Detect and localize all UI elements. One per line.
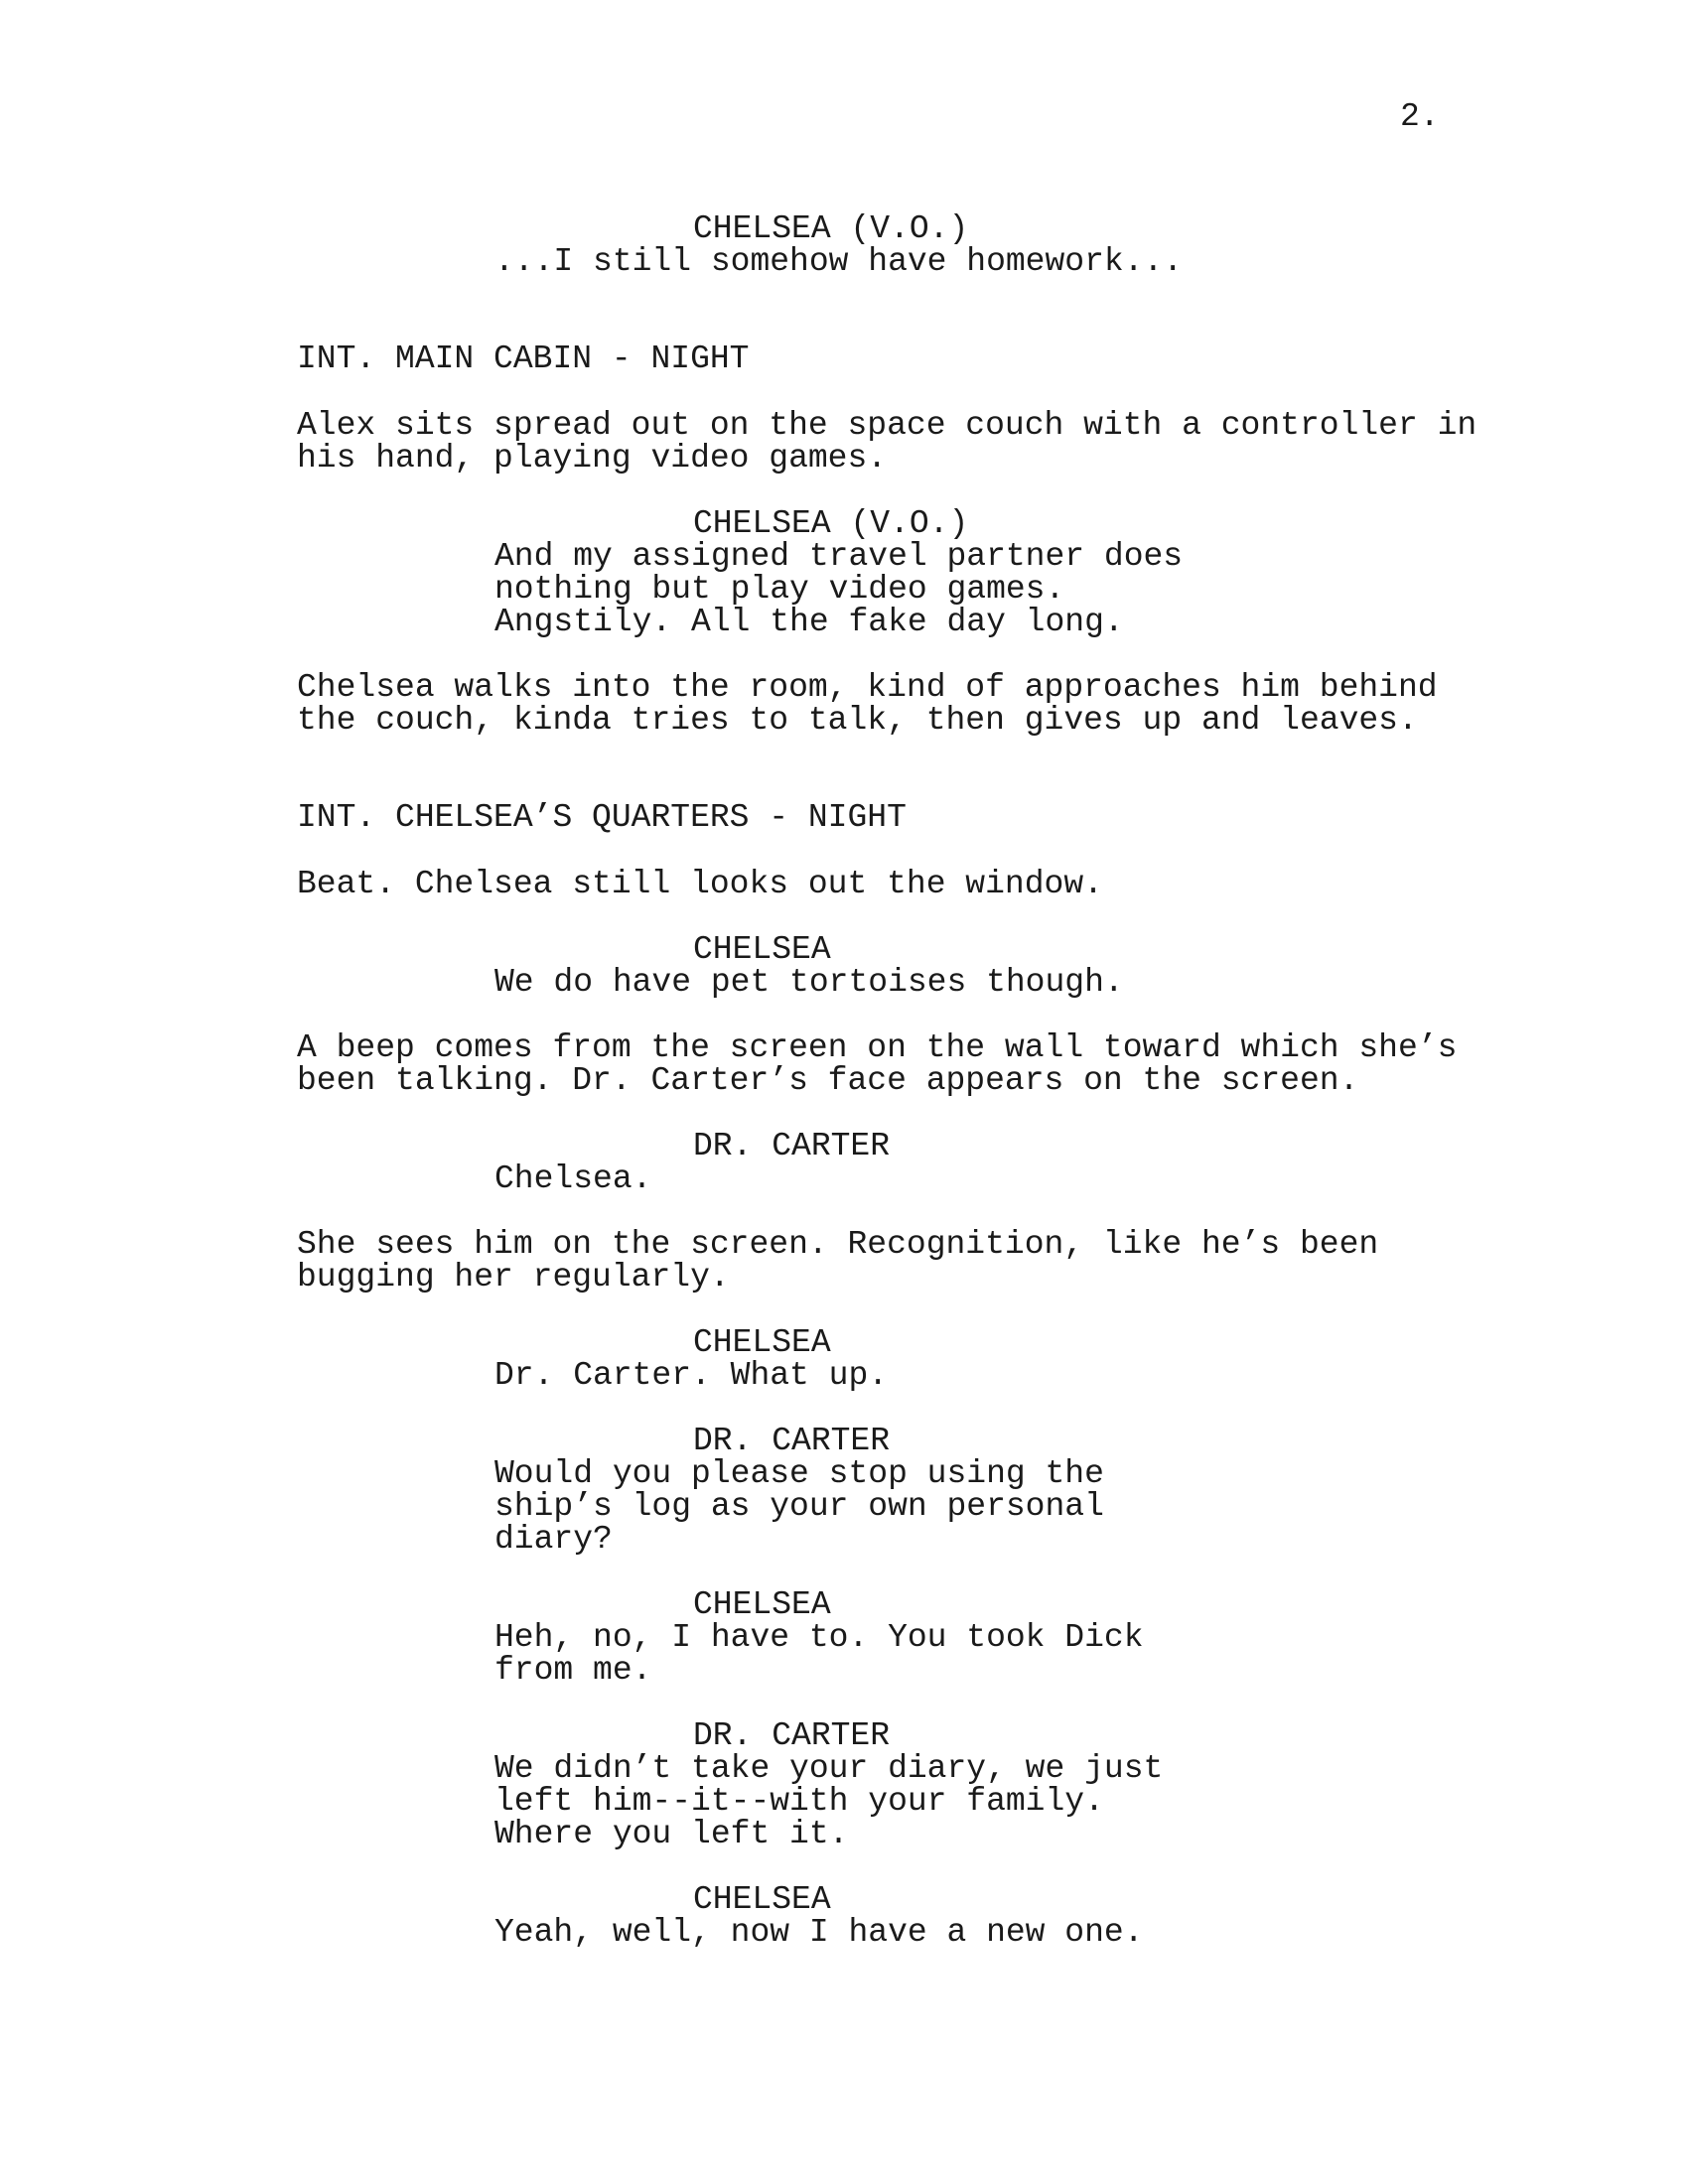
action-line: She sees him on the screen. Recognition, like he’s been [297,1226,1379,1263]
action-line: been talking. Dr. Carter’s face appears on the screen. [297,1062,1359,1099]
dialogue-line: nothing but play video games. [494,571,1065,608]
scene-heading: INT. MAIN CABIN - NIGHT [297,341,750,377]
dialogue-line: Yeah, well, now I have a new one. [494,1914,1144,1951]
dialogue-line: ship’s log as your own personal [494,1488,1104,1525]
dialogue-line: from me. [494,1652,652,1689]
action-line: bugging her regularly. [297,1259,730,1296]
action-line: Beat. Chelsea still looks out the window. [297,866,1103,902]
character-cue: CHELSEA (V.O.) [693,505,969,542]
dialogue-line: ...I still somehow have homework... [494,243,1184,280]
character-cue: DR. CARTER [693,1423,891,1459]
dialogue-line: Dr. Carter. What up. [494,1357,889,1394]
scene-heading: INT. CHELSEA’S QUARTERS - NIGHT [297,799,907,836]
dialogue-line: We do have pet tortoises though. [494,964,1124,1001]
dialogue-line: Where you left it. [494,1816,849,1852]
character-cue: CHELSEA [693,931,831,968]
character-cue: CHELSEA [693,1881,831,1918]
dialogue-line: And my assigned travel partner does [494,538,1184,575]
action-line: Alex sits spread out on the space couch with a controller in [297,407,1477,444]
dialogue-line: Heh, no, I have to. You took Dick [494,1619,1144,1656]
character-cue: DR. CARTER [693,1717,891,1754]
character-cue: CHELSEA [693,1586,831,1623]
action-line: A beep comes from the screen on the wall toward which she’s [297,1029,1458,1066]
dialogue-line: Chelsea. [494,1160,652,1197]
character-cue: DR. CARTER [693,1128,891,1164]
dialogue-line: left him--it--with your family. [494,1783,1104,1820]
character-cue: CHELSEA [693,1324,831,1361]
page-number: 2. [1400,98,1440,135]
dialogue-line: diary? [494,1521,613,1558]
dialogue-line: Would you please stop using the [494,1455,1104,1492]
action-line: the couch, kinda tries to talk, then gives up and leaves. [297,702,1418,739]
dialogue-line: Angstily. All the fake day long. [494,604,1124,640]
dialogue-line: We didn’t take your diary, we just [494,1750,1164,1787]
action-line: Chelsea walks into the room, kind of approaches him behind [297,669,1438,706]
character-cue: CHELSEA (V.O.) [693,210,969,247]
action-line: his hand, playing video games. [297,440,888,477]
